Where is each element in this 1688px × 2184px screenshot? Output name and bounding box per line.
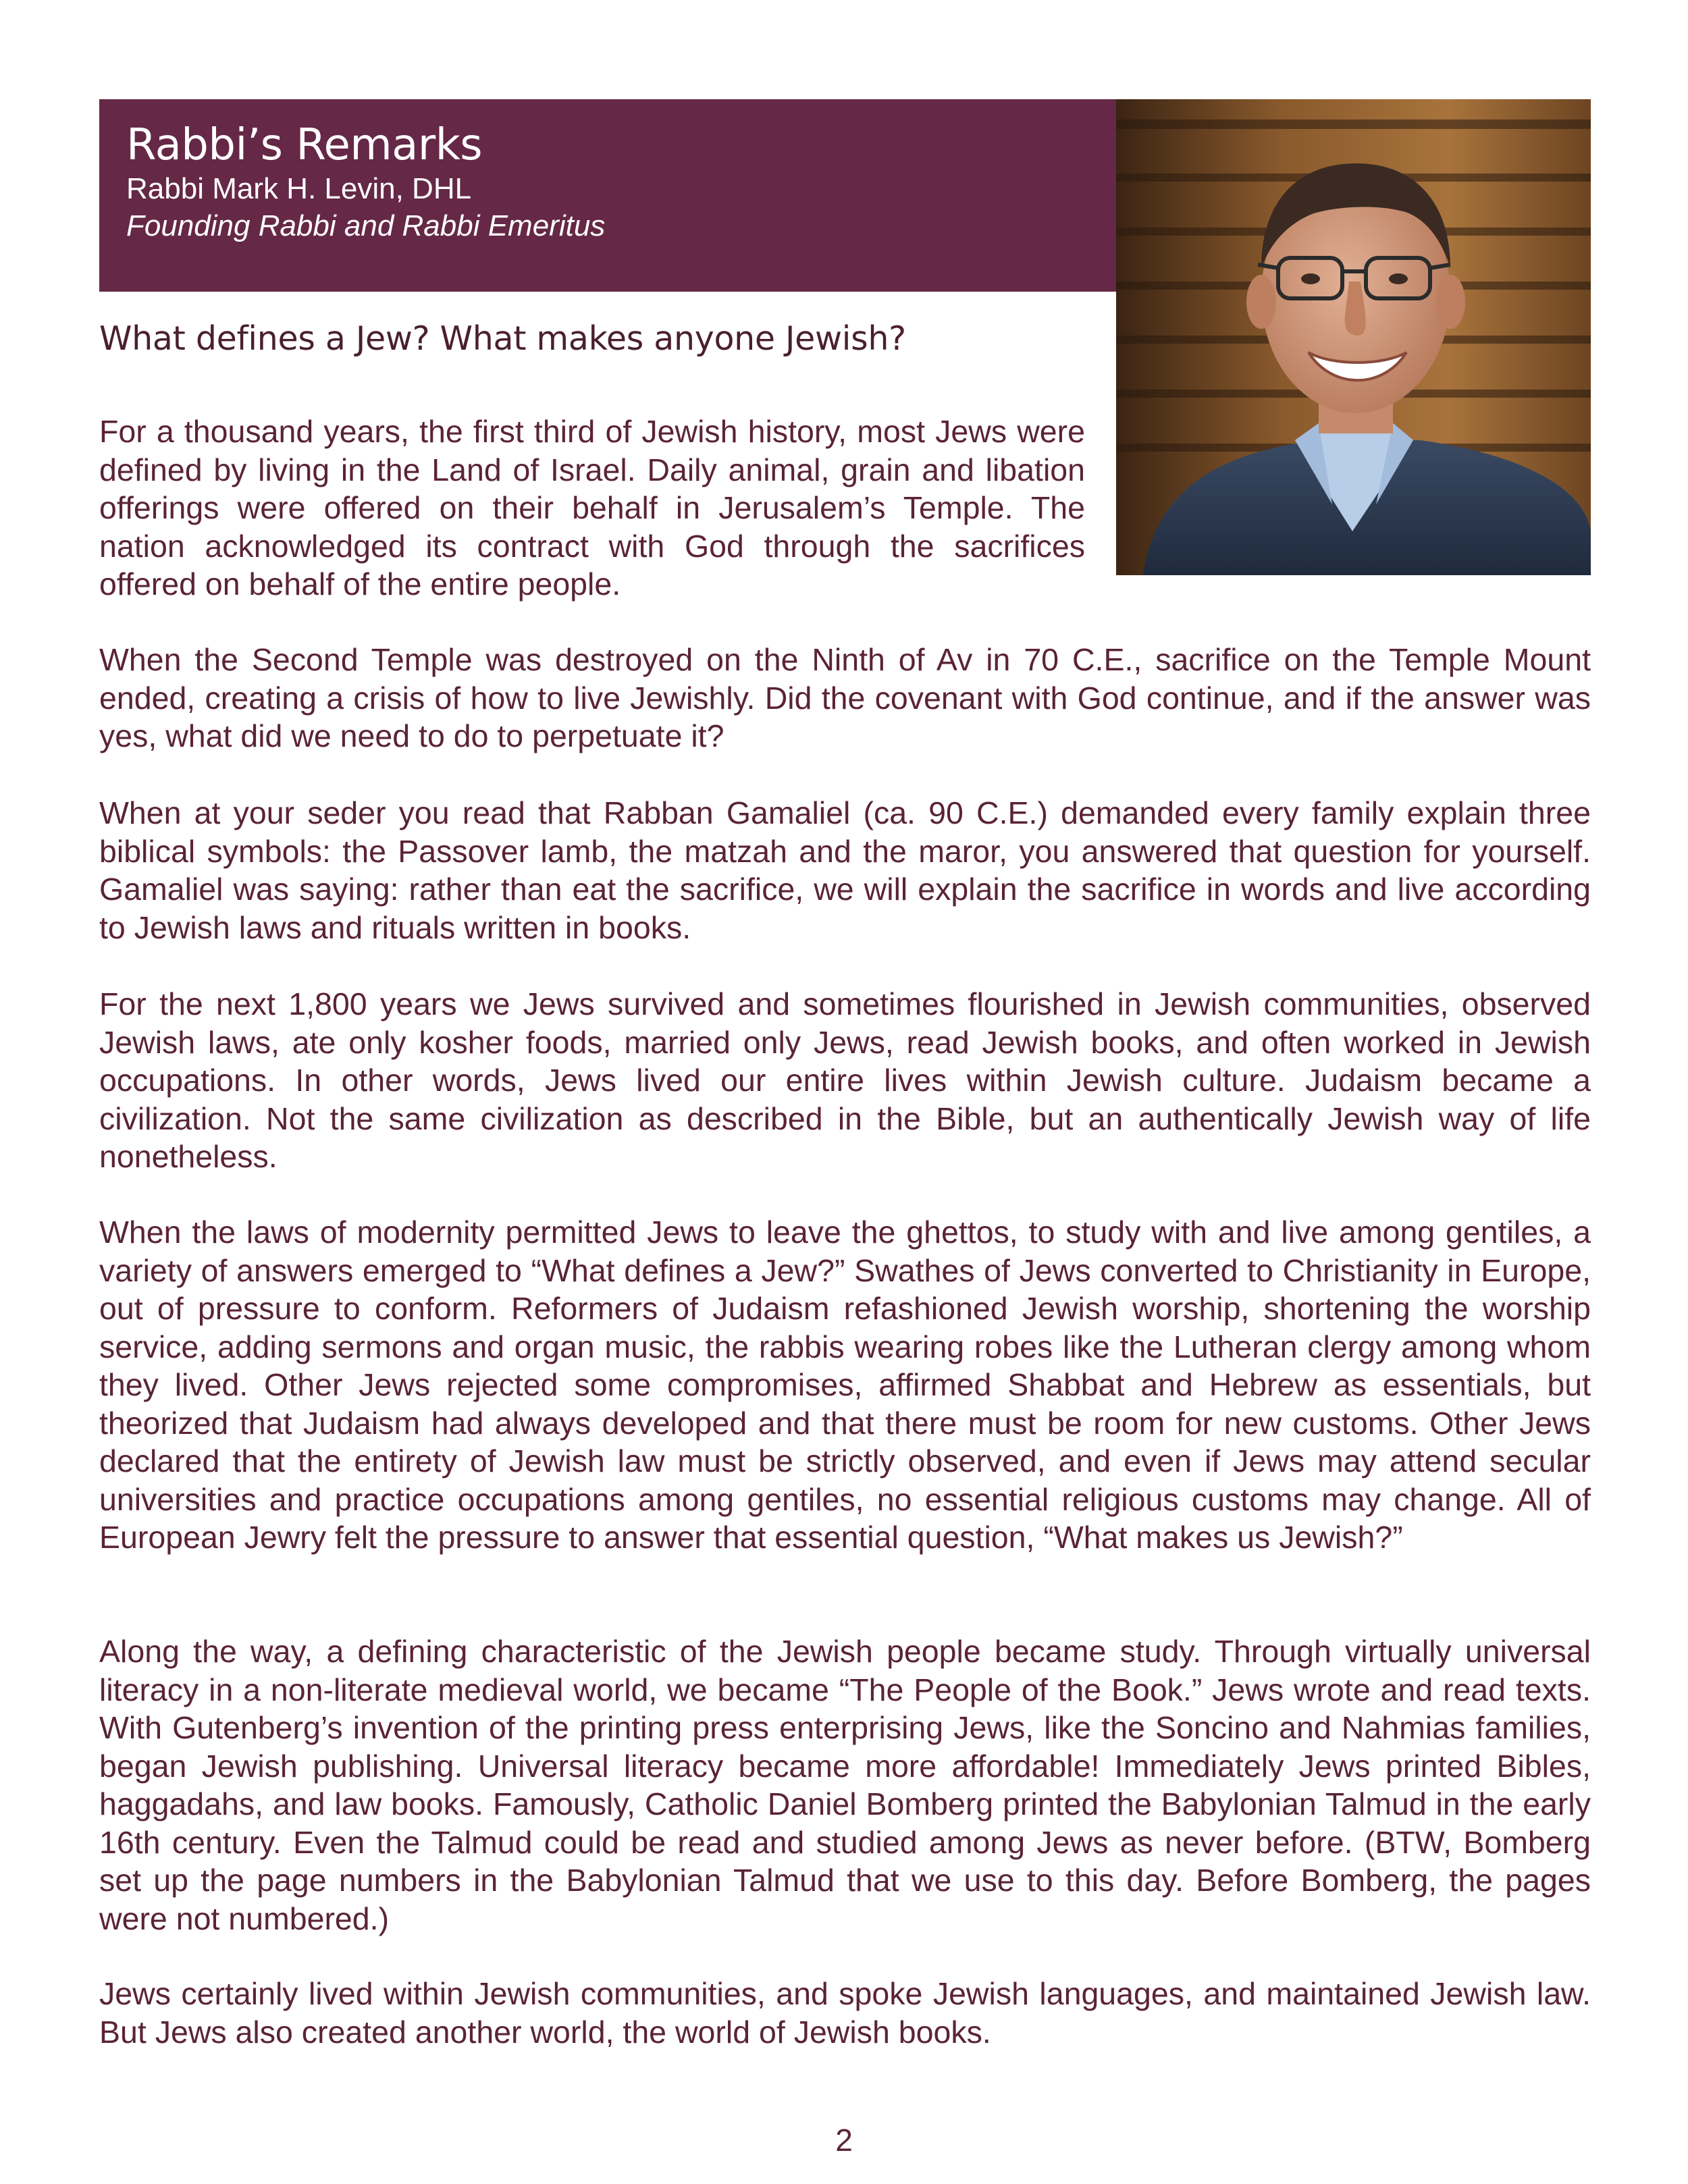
header-band: [99, 99, 1116, 292]
paragraph-6: Along the way, a defining characteristic of the Jewish people became study. Through virtually universal literacy in a non-literate medieval world, we became “The People of the Book.” Jews wrote and read texts. With Gutenberg’s invention of the printing press enterprising Jews, like the Soncino and Nahmias families, began Jewish publishing. Universal literacy became more affordable! Immediately Jews printed Bibles, haggadahs, and law books. Famously, Catholic Daniel Bomberg printed the Babylonian Talmud in the early 16th century. Even the Talmud could be read and studied among Jews as never before. (BTW, Bomberg set up the page numbers in the Babylonian Talmud that we use to this day. Before Bomberg, the pages were not numbered.): [99, 1634, 1591, 1936]
paragraph-5: When the laws of modernity permitted Jews to leave the ghettos, to study with and live among gentiles, a variety of answers emerged to “What defines a Jew?” Swathes of Jews converted to Christianity in Europe, out of pressure to conform. Reformers of Judaism refashioned Jewish worship, shortening the worship service, adding sermons and organ music, the rabbis wearing robes like the Lutheran clergy among whom they lived. Other Jews rejected some compromises, affirmed Shabbat and Hebrew as essentials, but theorized that Judaism had always developed and that there must be room for new customs. Other Jews declared that the entirety of Jewish law must be strictly observed, and even if Jews may attend secular universities and practice occupations among gentiles, no essential religious customs may change. All of European Jewry felt the pressure to answer that essential question, “What makes us Jewish?”: [99, 1215, 1591, 1555]
paragraph-2: When the Second Temple was destroyed on the Ninth of Av in 70 C.E., sacrifice on the Temple Mount ended, creating a crisis of how to live Jewishly. Did the covenant with God continue, and if the answer was yes, what did we need to do to perpetuate it?: [99, 642, 1591, 753]
author-name: Rabbi Mark H. Levin, DHL: [126, 172, 472, 205]
page-number: 2: [835, 2123, 853, 2158]
author-photo: [1116, 99, 1591, 575]
article-headline: What defines a Jew? What makes anyone Jewish?: [99, 319, 906, 358]
paragraph-3: When at your seder you read that Rabban Gamaliel (ca. 90 C.E.) demanded every family explain three biblical symbols: the Passover lamb, the matzah and the maror, you answered that question for yourself. Gamaliel was saying: rather than eat the sacrifice, we will explain the sacrifice in words and live according to Jewish laws and rituals written in books.: [99, 795, 1591, 945]
paragraph-7: Jews certainly lived within Jewish communities, and spoke Jewish languages, and maintained Jewish law. But Jews also created another world, the world of Jewish books.: [99, 1976, 1591, 2050]
paragraph-1: For a thousand years, the first third of Jewish history, most Jews were defined by living in the Land of Israel. Daily animal, grain and libation offerings were offered on their behalf in Jerusalem’s Temple. The nation acknowledged its contract with God through the sacrifices offered on behalf of the entire people.: [99, 414, 1085, 602]
paragraph-4: For the next 1,800 years we Jews survived and sometimes flourished in Jewish communities, observed Jewish laws, ate only kosher foods, married only Jews, read Jewish books, and often worked in Jewish occupations. In other words, Jews lived our entire lives within Jewish culture. Judaism became a civilization. Not the same civilization as described in the Bible, but an authentically Jewish way of life nonetheless.: [99, 986, 1591, 1174]
page-title: Rabbi’s Remarks: [126, 120, 483, 170]
author-role: Founding Rabbi and Rabbi Emeritus: [126, 209, 606, 242]
